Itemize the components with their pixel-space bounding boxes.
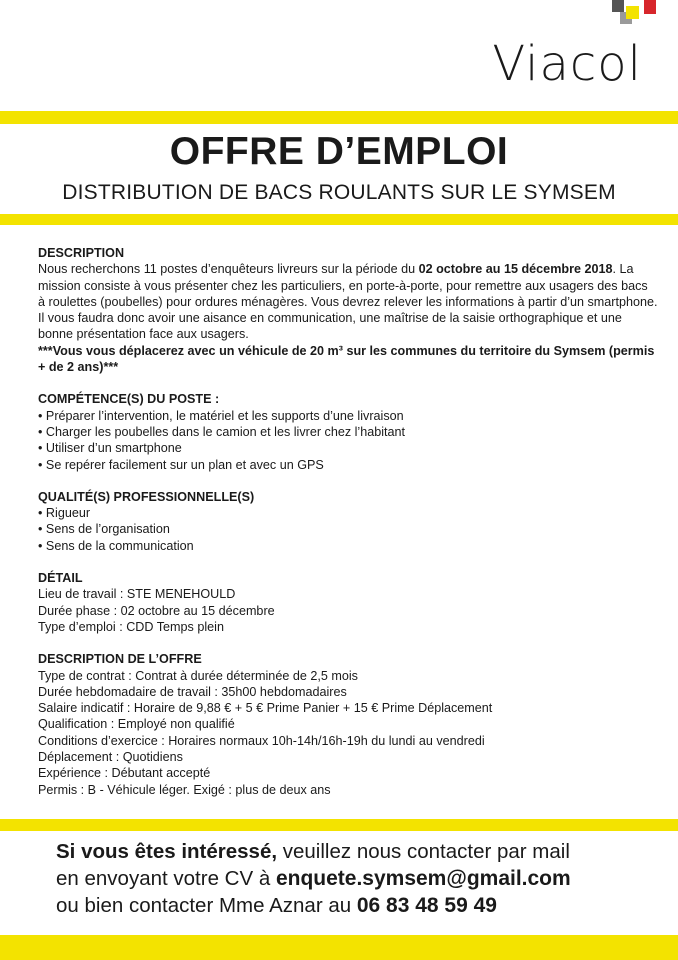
list-item: • Sens de la communication [38,538,658,554]
yellow-band-bottom [0,935,678,960]
list-item: • Utiliser d’un smartphone [38,440,658,456]
logo-square-yellow [626,6,639,19]
logo-mark [610,0,670,30]
list-item: • Se repérer facilement sur un plan et avec un GPS [38,457,658,473]
offre-line: Durée hebdomadaire de travail : 35h00 hebdomadaires [38,684,347,699]
contact-email-link[interactable]: enquete.symsem@gmail.com [275,867,571,890]
contact-line-3: ou bien contacter Mme Aznar au 06 83 48 59 49 [56,894,497,917]
section-qualites [38,489,658,554]
yellow-band-header-bottom [0,214,678,225]
offre-line: Expérience : Débutant accepté [38,766,211,781]
list-item: • Charger les poubelles dans le camion et les livrer chez l’habitant [38,424,658,440]
qualites-list [38,505,658,554]
offre-line: Type de contrat : Contrat à durée déterminée de 2,5 mois [38,668,358,683]
section-offre [38,651,658,798]
section-heading: DESCRIPTION DE L’OFFRE [38,652,202,667]
page-subtitle: DISTRIBUTION DE BACS ROULANTS SUR LE SYMSEM [62,181,616,204]
detail-line: Lieu de travail : STE MENEHOULD [38,587,236,602]
offre-line: Conditions d’exercice : Horaires normaux 10h-14h/16h-19h du lundi au vendredi [38,733,485,748]
contact-line-2: en envoyant votre CV à enquete.symsem@gmail.com [56,867,571,890]
yellow-band-top [0,111,678,124]
period-dates: 02 octobre au 15 décembre 2018 [418,262,613,277]
vehicle-notice: ***Vous vous déplacerez avec un véhicule de 20 m³ sur les communes du territoire du Symsem (permis + de 2 ans)*** [38,343,655,375]
section-detail [38,570,658,635]
section-description [38,245,658,375]
description-paragraph: Nous recherchons 11 postes d’enquêteurs livreurs sur la période du 02 octobre au 15 décembre 2018. La mission consiste à vous présenter chez les particuliers, en porte-à-porte, pour remettre aux usagers des bacs à roulettes (poubelles) pour ordures ménagères. Vous devrez relever les informations à partir d’un smartphone. Il vous faudra donc avoir une aisance en communication, une maîtrise de la saisie orthographique et une bonne présentation face aux usagers. [38,262,658,342]
contact-block [56,838,666,919]
section-competences [38,391,658,472]
offre-line: Permis : B - Véhicule léger. Exigé : plus de deux ans [38,782,331,797]
job-offer-body [38,245,658,814]
competences-list [38,408,658,473]
brand-logo-text: Viacol [492,36,642,92]
contact-phone[interactable]: 06 83 48 59 49 [356,894,497,917]
contact-line-1: Si vous êtes intéressé, veuillez nous contacter par mail [56,840,570,863]
section-heading: QUALITÉ(S) PROFESSIONNELLE(S) [38,489,255,504]
detail-line: Type d’emploi : CDD Temps plein [38,619,224,634]
section-heading: DESCRIPTION [38,246,125,260]
section-heading: DÉTAIL [38,571,83,586]
offre-line: Qualification : Employé non qualifié [38,717,235,732]
offre-line: Salaire indicatif : Horaire de 9,88 € + 5 € Prime Panier + 15 € Prime Déplacement [38,701,493,716]
yellow-band-contact-top [0,819,678,831]
page-title: OFFRE D’EMPLOI [169,130,509,173]
logo-square-dark [612,0,624,12]
section-heading: COMPÉTENCE(S) DU POSTE : [38,392,220,407]
list-item: • Rigueur [38,505,658,521]
logo-square-red [644,0,656,14]
list-item: • Préparer l’intervention, le matériel et les supports d’une livraison [38,408,658,424]
list-item: • Sens de l’organisation [38,521,658,537]
detail-line: Durée phase : 02 octobre au 15 décembre [38,603,275,618]
offre-line: Déplacement : Quotidiens [38,750,183,765]
